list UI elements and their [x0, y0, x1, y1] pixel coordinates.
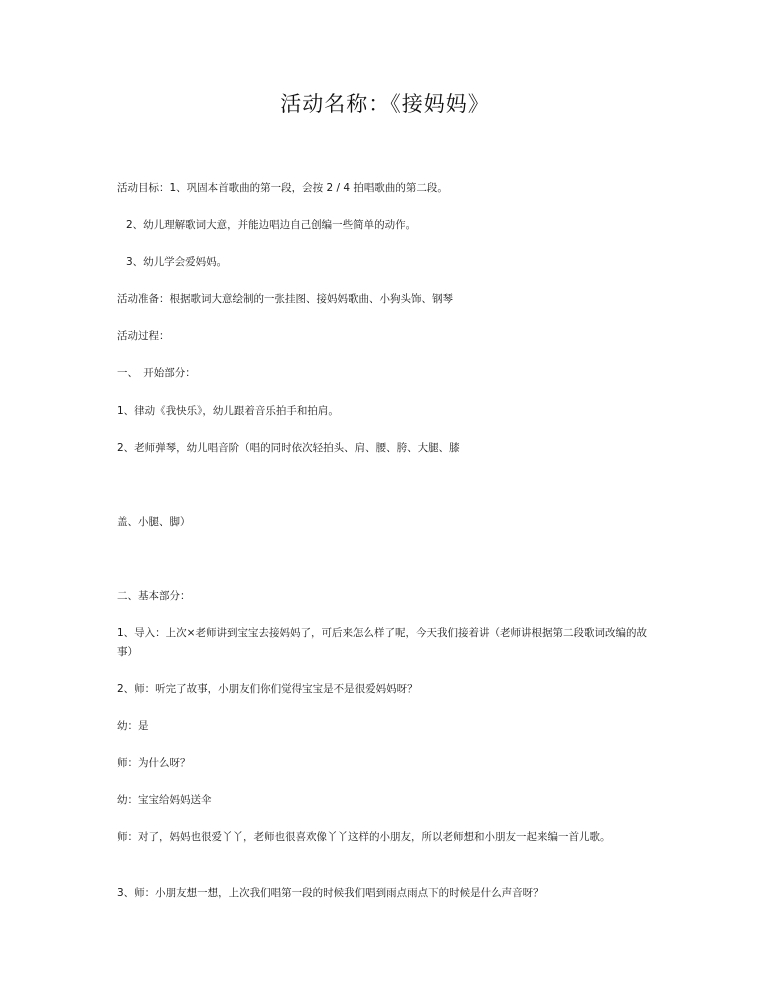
text-line-step-1-2-cont: 盖、小腿、脚）	[117, 516, 191, 528]
text-line-step-1-2: 2、老师弹琴，幼儿唱音阶（唱的同时依次轻拍头、肩、腰、胯、大腿、膝	[117, 442, 460, 454]
text-line-goal-3: 3、幼儿学会爱妈妈。	[126, 256, 228, 268]
text-line-section-2: 二、基本部分：	[117, 590, 191, 602]
page-title: 活动名称：《接妈妈》	[280, 92, 490, 116]
text-line-step-2-3: 3、师：小朋友想一想，上次我们唱第一段的时候我们唱到雨点雨点下的时候是什么声音呀？	[117, 887, 544, 899]
text-line-goal-1: 活动目标：1、巩固本首歌曲的第一段，会按 2 / 4 拍唱歌曲的第二段。	[117, 182, 448, 194]
text-line-preparation: 活动准备：根据歌词大意绘制的一张挂图、接妈妈歌曲、小狗头饰、钢琴	[117, 293, 453, 305]
text-line-step-2-1: 1、导入：上次×老师讲到宝宝去接妈妈了，可后来怎么样了呢，今天我们接着讲（老师讲根据第二段歌词改编的故事）	[117, 627, 647, 658]
text-line-step-2-2: 2、师：听完了故事，小朋友们你们觉得宝宝是不是很爱妈妈呀？	[117, 683, 418, 695]
text-line-teacher-remark: 师：对了，妈妈也很爱丫丫，老师也很喜欢像丫丫这样的小朋友，所以老师想和小朋友一起来编一首儿歌。	[117, 831, 611, 843]
text-line-section-1: 一、 开始部分：	[117, 367, 196, 379]
text-line-teacher-question: 师：为什么呀？	[117, 757, 191, 769]
text-line-step-1-1: 1、律动《我快乐》，幼儿跟着音乐拍手和拍肩。	[117, 405, 339, 417]
text-line-goal-2: 2、幼儿理解歌词大意，并能边唱边自己创编一些简单的动作。	[126, 219, 417, 231]
text-line-child-reply-2: 幼：宝宝给妈妈送伞	[117, 794, 212, 806]
text-line-child-reply-1: 幼：是	[117, 720, 149, 732]
text-line-process-heading: 活动过程：	[117, 330, 170, 342]
